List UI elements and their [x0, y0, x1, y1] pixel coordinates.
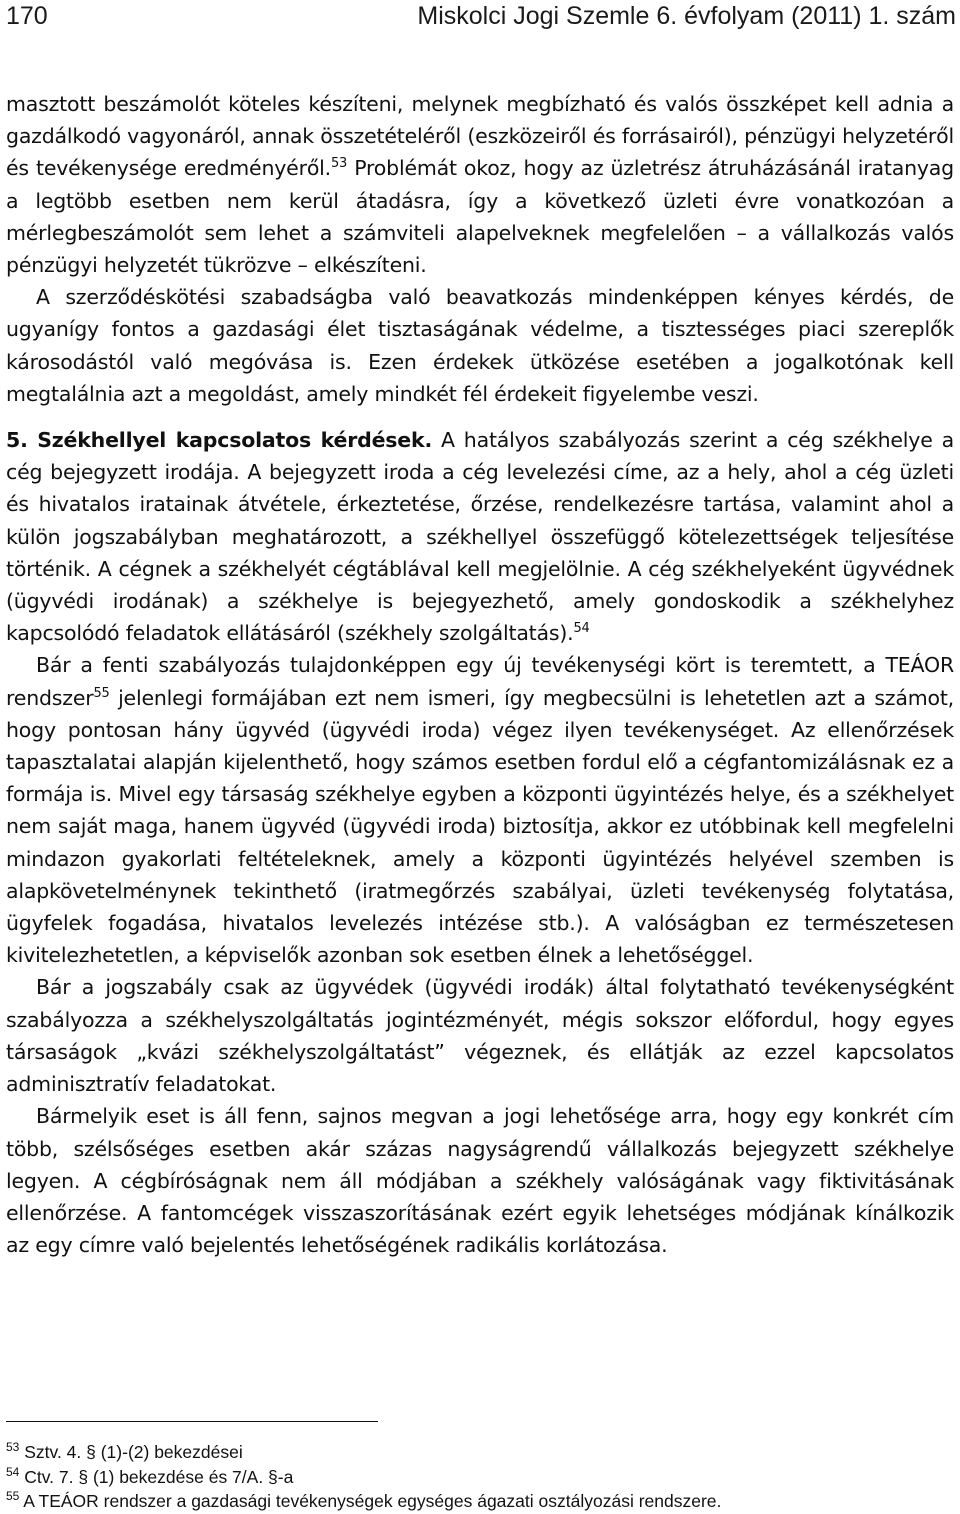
section-heading: 5. Székhellyel kapcsolatos kérdések. [6, 428, 433, 453]
article-body [6, 88, 954, 1261]
footnote-number: 53 [6, 1440, 20, 1454]
footnote-number: 55 [6, 1489, 20, 1503]
footnote [6, 1465, 954, 1490]
running-title: Miskolci Jogi Szemle 6. évfolyam (2011) 1. szám [417, 2, 956, 30]
paragraph-text: masztott beszámolót köteles készíteni, melynek megbízható és valós összképet kell adnia a gazdálkodó vagyonáról, annak összetételéről (eszközeiről és forrásairól), pénzügyi helyzetéről és tevékenysége eredményéről. [6, 92, 954, 181]
page-number: 170 [6, 2, 48, 30]
footnote [6, 1489, 954, 1514]
paragraph-text: jelenlegi formájában ezt nem ismeri, így megbecsülni is lehetetlen azt a számot, hogy pontosan hány ügyvéd (ügyvédi iroda) végez ilyen tevékenységet. Az ellenőrzések tapasztalatai alapján kijelenthető, hogy számos esetben fordul elő a cégfantomizálásnak ez a formája is. Mivel egy társaság székhelye egyben a központi ügyintézés helye, és a székhelyet nem saját maga, hanem ügyvéd (ügyvédi iroda) biztosítja, akkor ez utóbbinak kell megfelelni mindazon gyakorlati feltételeknek, amely a központi ügyintézés helyével szemben is alapkövetelménynek tekinthető (iratmegőrzés szabályai, üzleti tevékenység folytatása, ügyfelek fogadása, hivatalos levelezés intézése stb.). A valóságban ez természetesen kivitelezhetetlen, a képviselők azonban sok esetben élnek a lehetőséggel. [6, 685, 954, 968]
footnote-ref[interactable]: 55 [93, 685, 110, 701]
footnote-text: A TEÁOR rendszer a gazdasági tevékenységek egységes ágazati osztályozási rendszere. [19, 1491, 722, 1511]
paragraph: A szerződéskötési szabadságba való beavatkozás mindenképpen kényes kérdés, de ugyanígy fontos a gazdasági élet tisztaságának védelme, a tisztességes piaci szereplők károsodástól való megóvása is. Ezen érdekek ütközése esetében a jogalkotónak kell megtalálnia azt a megoldást, amely mindkét fél érdekeit figyelembe veszi. [6, 285, 954, 406]
footnote-text: Sztv. 4. § (1)-(2) bekezdései [19, 1442, 243, 1462]
paragraph [6, 88, 954, 281]
paragraph: Bár a jogszabály csak az ügyvédek (ügyvédi irodák) által folytatható tevékenységként szabályozza a székhelyszolgáltatás jogintézményét, mégis sokszor előfordul, hogy egyes társaságok „kvázi székhelyszolgáltatást” végeznek, és ellátják az ezzel kapcsolatos adminisztratív feladatokat. [6, 975, 954, 1097]
footnote [6, 1440, 954, 1465]
paragraph-text: A hatályos szabályozás szerint a cég székhelye a cég bejegyzett irodája. A bejegyzett iroda a cég levelezési címe, az a hely, ahol a cég üzleti és hivatalos iratainak átvétele, érkeztetése, őrzése, rendelkezésre tartása, valamint ahol a külön jogszabályban meghatározott, a székhellyel összefüggő kötelezettségek teljesítése történik. A cégnek a székhelyét cégtáblával kell megjelölnie. A cég székhelyeként ügyvédnek (ügyvédi irodának) a székhelye is bejegyezhető, amely gondoskodik a székhelyhez kapcsolódó feladatok ellátásáról (székhely szolgáltatás). [6, 428, 954, 646]
footnote-ref[interactable]: 54 [573, 621, 590, 637]
page-header [6, 2, 956, 36]
paragraph-text: Bár a fenti szabályozás tulajdonképpen egy új tevékenységi kört is teremtett, a TEÁOR rendszer [6, 653, 954, 710]
footnotes [6, 1440, 954, 1514]
paragraph [6, 649, 954, 971]
paragraph-text: Problémát okoz, hogy az üzletrész átruházásánál iratanyag a legtöbb esetben nem kerül átadásra, így a következő üzleti évre vonatkozóan a mérlegbeszámolót sem lehet a számviteli alapelveknek megfelelően – a vállalkozás valós pénzügyi helyzetét tükrözve – elkészíteni. [6, 156, 954, 278]
footnote-divider [6, 1421, 378, 1422]
section-paragraph [6, 424, 954, 649]
paragraph: Bármelyik eset is áll fenn, sajnos megvan a jogi lehetősége arra, hogy egy konkrét cím több, szélsőséges esetben akár százas nagyságrendű vállalkozás bejegyzett székhelye legyen. A cégbíróságnak nem áll módjában a székhely valóságának vagy fiktivitásának ellenőrzése. A fantomcégek visszaszorításának ezért egyik lehetséges módjának kínálkozik az egy címre való bejelentés lehetőségének radikális korlátozása. [6, 1104, 954, 1258]
footnote-text: Ctv. 7. § (1) bekezdése és 7/A. §-a [19, 1466, 294, 1487]
footnote-ref[interactable]: 53 [330, 156, 348, 172]
footnote-number: 54 [6, 1464, 20, 1479]
